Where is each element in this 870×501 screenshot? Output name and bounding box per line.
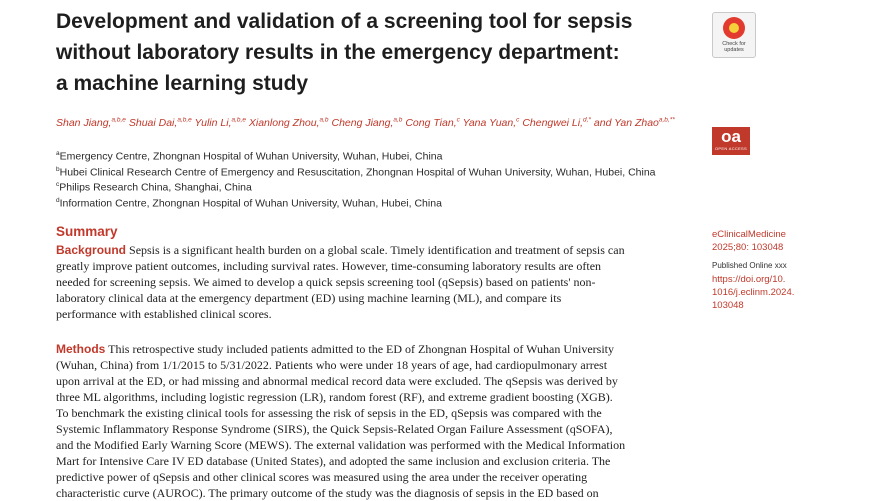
author[interactable]: Yulin Li,$^{a,b,e}$	[194, 116, 246, 129]
paragraph-line: predictive power of qSepsis and other clinical scores was measured using the area under the receiver operating	[56, 470, 588, 484]
title-line: Development and validation of a screening tool for sepsis	[56, 10, 633, 33]
author-list	[56, 116, 706, 129]
paragraph-line: Mart for Intensive Care IV ED database (United States), and adopted the same inclusion and exclusion criteria. The	[56, 454, 611, 468]
paragraph-line: needed for screening sepsis. We aimed to develop a quick sepsis screening tool (qSepsis) based on patients' non-	[56, 275, 596, 289]
paragraph-line: three ML algorithms, including logistic regression (LR), random forest (RF), and extreme gradient boosting (XGB).	[56, 390, 613, 404]
affiliation: $^d$Information Centre, Zhongnan Hospital of Wuhan University, Wuhan, Hubei, China	[56, 196, 442, 210]
check-updates-icon	[723, 17, 745, 39]
journal-info	[712, 228, 862, 254]
title-line: without laboratory results in the emergency department:	[56, 41, 620, 64]
paragraph-line: laboratory clinical data at the emergency department (ED) using machine learning (ML), and compare its	[56, 291, 562, 305]
author[interactable]: Chengwei Li,$^{d,*}$	[522, 116, 591, 129]
background-paragraph	[56, 242, 696, 322]
paragraph-line: upon arrival at the ED, or had missing and abnormal medical record data were excluded. The qSepsis was derived by	[56, 374, 618, 388]
background-heading: Background	[56, 243, 127, 257]
doi-line: https://doi.org/10.	[712, 274, 786, 285]
author[interactable]: Cong Tian,$^c$	[405, 116, 460, 129]
check-updates-label: Check for updates	[722, 41, 746, 53]
doi-link[interactable]	[712, 273, 862, 312]
check-for-updates-badge[interactable]	[712, 12, 756, 58]
title-line: a machine learning study	[56, 72, 309, 95]
doi-line: 103048	[712, 300, 744, 311]
journal-volume: 2025;80: 103048	[712, 242, 784, 253]
journal-name: eClinicalMedicine	[712, 229, 786, 240]
author[interactable]: Yana Yuan,$^c$	[462, 116, 520, 129]
author[interactable]: Shuai Dai,$^{a,b,e}$	[128, 116, 192, 129]
open-access-logo	[712, 127, 750, 155]
affiliation-list	[56, 146, 706, 208]
affiliation: $^a$Emergency Centre, Zhongnan Hospital of Wuhan University, Wuhan, Hubei, China	[56, 150, 443, 163]
paragraph-line: To benchmark the existing clinical tools for assessing the risk of sepsis in the ED, qSepsis was compared with the	[56, 406, 602, 420]
doi-line: 1016/j.eclinm.2024.	[712, 287, 795, 298]
paragraph-line: greatly improve patient outcomes, including survival rates. However, time-consuming laboratory results are often	[56, 259, 602, 273]
paragraph-line: Methods This retrospective study included patients admitted to the ED of Zhongnan Hospital of Wuhan University	[56, 342, 614, 356]
summary-heading: Summary	[56, 224, 118, 239]
author[interactable]: Shan Jiang,$^{a,b,e}$	[56, 116, 126, 129]
affiliation: $^c$Philips Research China, Shanghai, China	[56, 181, 252, 194]
methods-heading: Methods	[56, 342, 106, 356]
paragraph-line: Systemic Inflammatory Response Syndrome (SIRS), the Quick Sepsis-Related Organ Failure Assessment (qSOFA),	[56, 422, 613, 436]
paragraph-line: (Wuhan, China) from 1/1/2015 to 5/31/2022. Patients who were under 18 years of age, had cardiopulmonary arrest	[56, 358, 608, 372]
paragraph-line: characteristic curve (AUROC). The primary outcome of the study was the diagnosis of sepsis in the ED based on	[56, 486, 599, 500]
paragraph-line: performance with established clinical scores.	[56, 307, 272, 321]
open-access-label: OPEN ACCESS	[715, 146, 747, 151]
open-access-mark: oa	[721, 127, 741, 146]
author[interactable]: and Yan Zhao$^{a,b,**}$	[593, 116, 675, 129]
published-online: Published Online xxx	[712, 261, 787, 270]
author[interactable]: Xianlong Zhou,$^{a,b}$	[248, 116, 329, 129]
methods-paragraph	[56, 341, 696, 500]
article-title	[56, 6, 696, 99]
author[interactable]: Cheng Jiang,$^{a,b}$	[331, 116, 403, 129]
affiliation: $^b$Hubei Clinical Research Centre of Emergency and Resuscitation, Zhongnan Hospital of Wuhan University, Wuhan, Hubei, China	[56, 165, 656, 179]
paragraph-line: Background Sepsis is a significant health burden on a global scale. Timely identification and treatment of sepsis can	[56, 243, 625, 257]
paragraph-line: and the Modified Early Warning Score (MEWS). The external validation was performed with the Medical Information	[56, 438, 626, 452]
